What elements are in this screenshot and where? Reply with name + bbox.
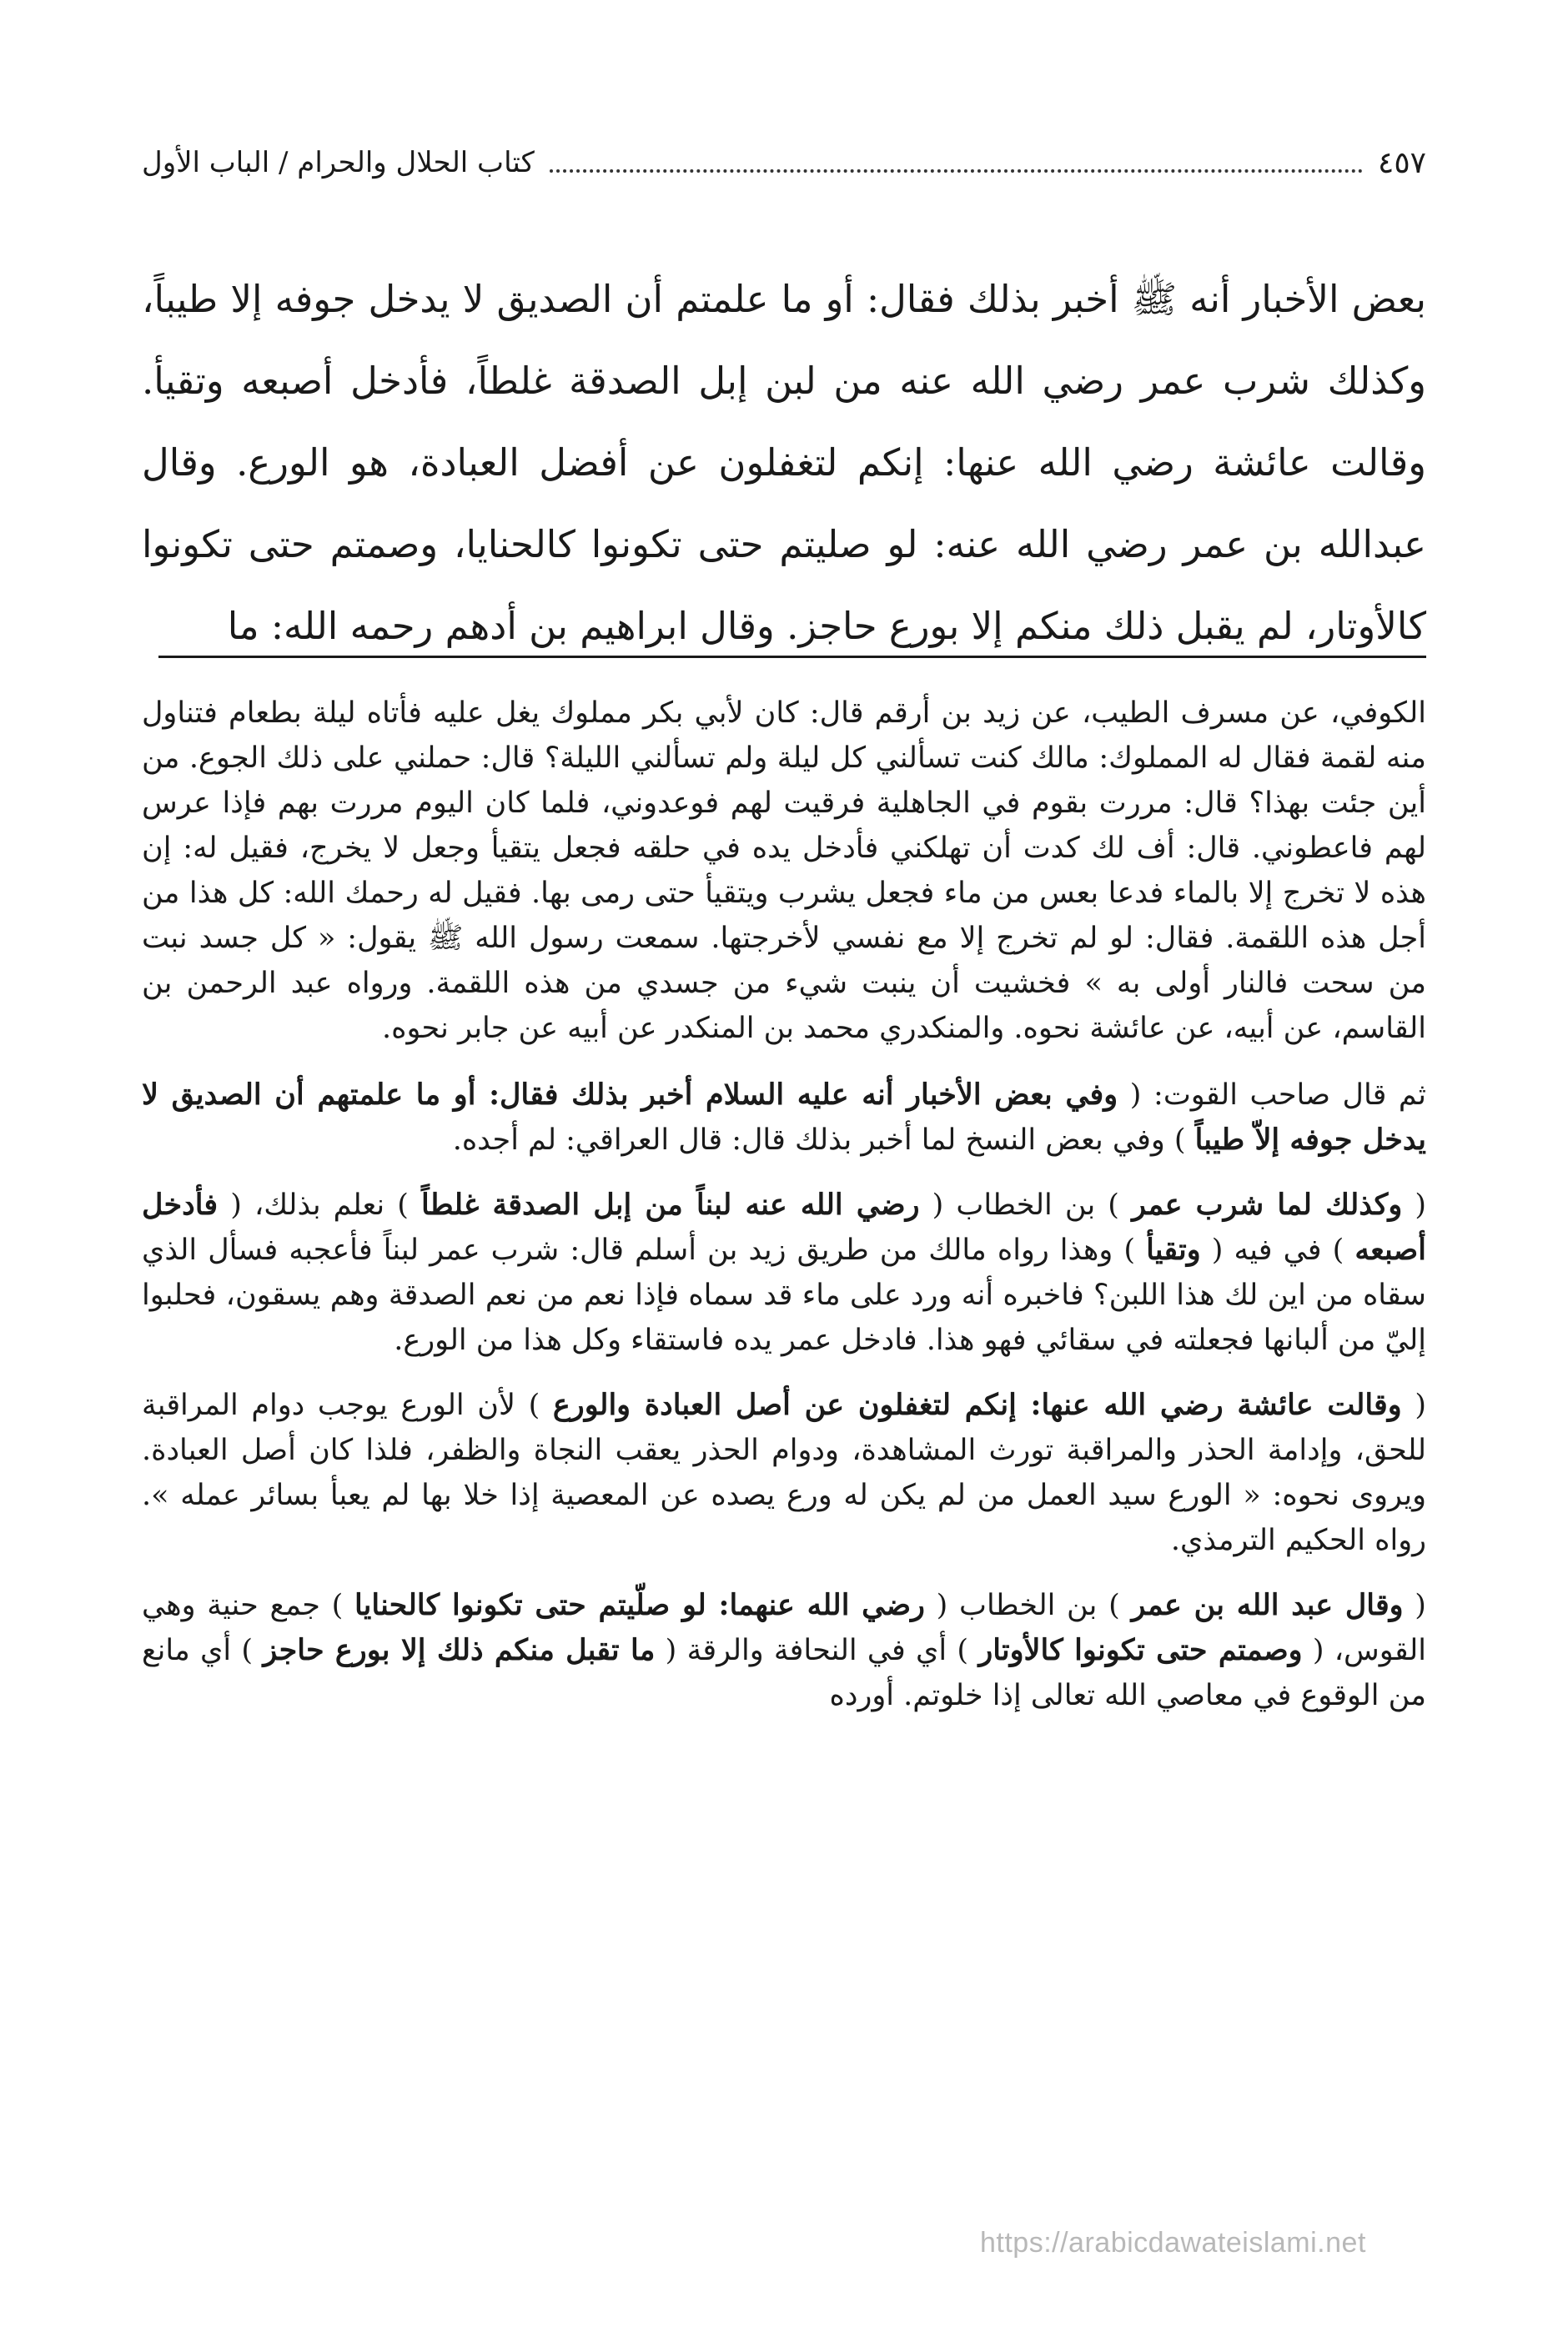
commentary-paragraph	[142, 1183, 1426, 1363]
plain-text: ) بن الخطاب (	[932, 1189, 1119, 1222]
plain-text: ) أي في النحافة والرقة (	[665, 1634, 969, 1667]
plain-text: ) نعلم بذلك، (	[230, 1189, 409, 1222]
plain-text: ) جمع حنية وهي القوس، (	[142, 1589, 1426, 1667]
plain-text: ) لأن الورع يوجب دوام المراقبة للحق، وإدامة الحذر والمراقبة تورث المشاهدة، ودوام الحذر يعقب النجاة والظفر، فلذا كان أصل العبادة. ويروى نحوه: « الورع سيد العمل من لم يكن له ورع يصده عن المعصية إذا خلا بها لم يعبأ بسائر عمله ». رواه الحكيم الترمذي.	[142, 1389, 1426, 1557]
plain-text: (	[1415, 1589, 1426, 1622]
plain-text: ) أي مانع من الوقوع في معاصي الله تعالى إذا خلوتم. أورده	[142, 1634, 1426, 1712]
commentary-paragraph: الكوفي، عن مسرف الطيب، عن زيد بن أرقم قال: كان لأبي بكر مملوك يغل عليه فأتاه ليلة بطعام فتناول منه لقمة فقال له المملوك: مالك كنت تسألني كل ليلة ولم تسألني الليلة؟ قال: حملني على ذلك الجوع. من أين جئت بهذا؟ قال: مررت بقوم في الجاهلية فرقيت لهم فوعدوني، فلما كان اليوم مررت بهم فإذا عرس لهم فاعطوني. قال: أف لك كدت أن تهلكني فأدخل يده في حلقه فجعل يتقيأ وجعل لا يخرج، فقيل له: إن هذه لا تخرج إلا بالماء فدعا بعس من ماء فجعل يشرب ويتقيأ حتى رمى بها. فقيل له رحمك الله: كل هذا من أجل هذه اللقمة. فقال: لو لم تخرج إلا مع نفسي لأخرجتها. سمعت رسول الله ﷺ يقول: « كل جسد نبت من سحت فالنار أولى به » فخشيت أن ينبت شيء من جسدي من هذه اللقمة. ورواه عبد الرحمن بن القاسم، عن أبيه، عن عائشة نحوه. والمنكدري محمد بن المنكدر عن أبيه عن جابر نحوه.	[142, 696, 1426, 1045]
running-header	[142, 133, 1426, 192]
quoted-text: ما تقبل منكم ذلك إلا بورع حاجز	[263, 1633, 656, 1667]
leader-dots	[550, 169, 1363, 173]
chapter-title: كتاب الحلال والحرام / الباب الأول	[142, 146, 535, 179]
quoted-text: فأدخل أصبعه	[142, 1188, 1426, 1267]
plain-text: ) وهذا رواه مالك من طريق زيد بن أسلم قال: شرب عمر لبناً فأعجبه فسأل الذي سقاه من اين لك هذا اللبن؟ فاخبره أنه ورد على ماء قد سماه فإذا نعم من نعم الصدقة وهم يسقون، فحلبوا إليّ من ألبانها فجعلته في سقائي فهو هذا. فادخل عمر يده فاستقاء وكل هذا من الورع.	[142, 1234, 1426, 1357]
plain-text: ) بن الخطاب (	[936, 1589, 1120, 1622]
plain-text: ) في فيه (	[1211, 1234, 1344, 1267]
quoted-text: رضي الله عنهما: لو صلّيتم حتى تكونوا كالحنايا	[354, 1588, 925, 1622]
quoted-text: وتقيأ	[1146, 1233, 1201, 1267]
quoted-text: وفي بعض الأخبار أنه عليه السلام أخبر بذلك فقال: أو ما علمتهم أن الصديق لا يدخل جوفه إلاّ طيباً	[142, 1078, 1426, 1157]
quoted-text: وقال عبد الله بن عمر	[1131, 1588, 1404, 1622]
commentary-paragraph	[142, 1583, 1426, 1718]
plain-text: (	[1415, 1389, 1426, 1422]
commentary-paragraph	[142, 1073, 1426, 1163]
quoted-text: وصمتم حتى تكونوا كالأوتار	[978, 1633, 1303, 1667]
plain-text: (	[1415, 1189, 1426, 1222]
page-number: ٤٥٧	[1377, 145, 1426, 180]
main-paragraph: بعض الأخبار أنه ﷺ أخبر بذلك فقال: أو ما علمتم أن الصديق لا يدخل جوفه إلا طيباً، وكذلك شرب عمر رضي الله عنه من لبن إبل الصدقة غلطاً، فأدخل أصبعه وتقيأ. وقالت عائشة رضي الله عنها: إنكم لتغفلون عن أفضل العبادة، هو الورع. وقال عبدالله بن عمر رضي الله عنه: لو صليتم حتى تكونوا كالحنايا، وصمتم حتى تكونوا كالأوتار، لم يقبل ذلك منكم إلا بورع حاجز. وقال ابراهيم بن أدهم رحمه الله: ما	[142, 277, 1426, 648]
plain-text: ) وفي بعض النسخ لما أخبر بذلك قال: قال العراقي: لم أجده.	[452, 1123, 1186, 1157]
main-text-block	[142, 259, 1426, 667]
source-watermark: https://arabicdawateislami.net	[980, 2227, 1366, 2259]
quoted-text: وقالت عائشة رضي الله عنها: إنكم لتغفلون عن أصل العبادة والورع	[552, 1388, 1402, 1422]
quoted-text: وكذلك لما شرب عمر	[1132, 1188, 1403, 1222]
separator-rule	[158, 656, 1426, 658]
plain-text: ثم قال صاحب القوت: (	[1129, 1078, 1426, 1112]
commentary-block	[142, 691, 1426, 1738]
quoted-text: رضي الله عنه لبناً من إبل الصدقة غلطاً	[421, 1188, 920, 1222]
commentary-paragraph	[142, 1383, 1426, 1563]
